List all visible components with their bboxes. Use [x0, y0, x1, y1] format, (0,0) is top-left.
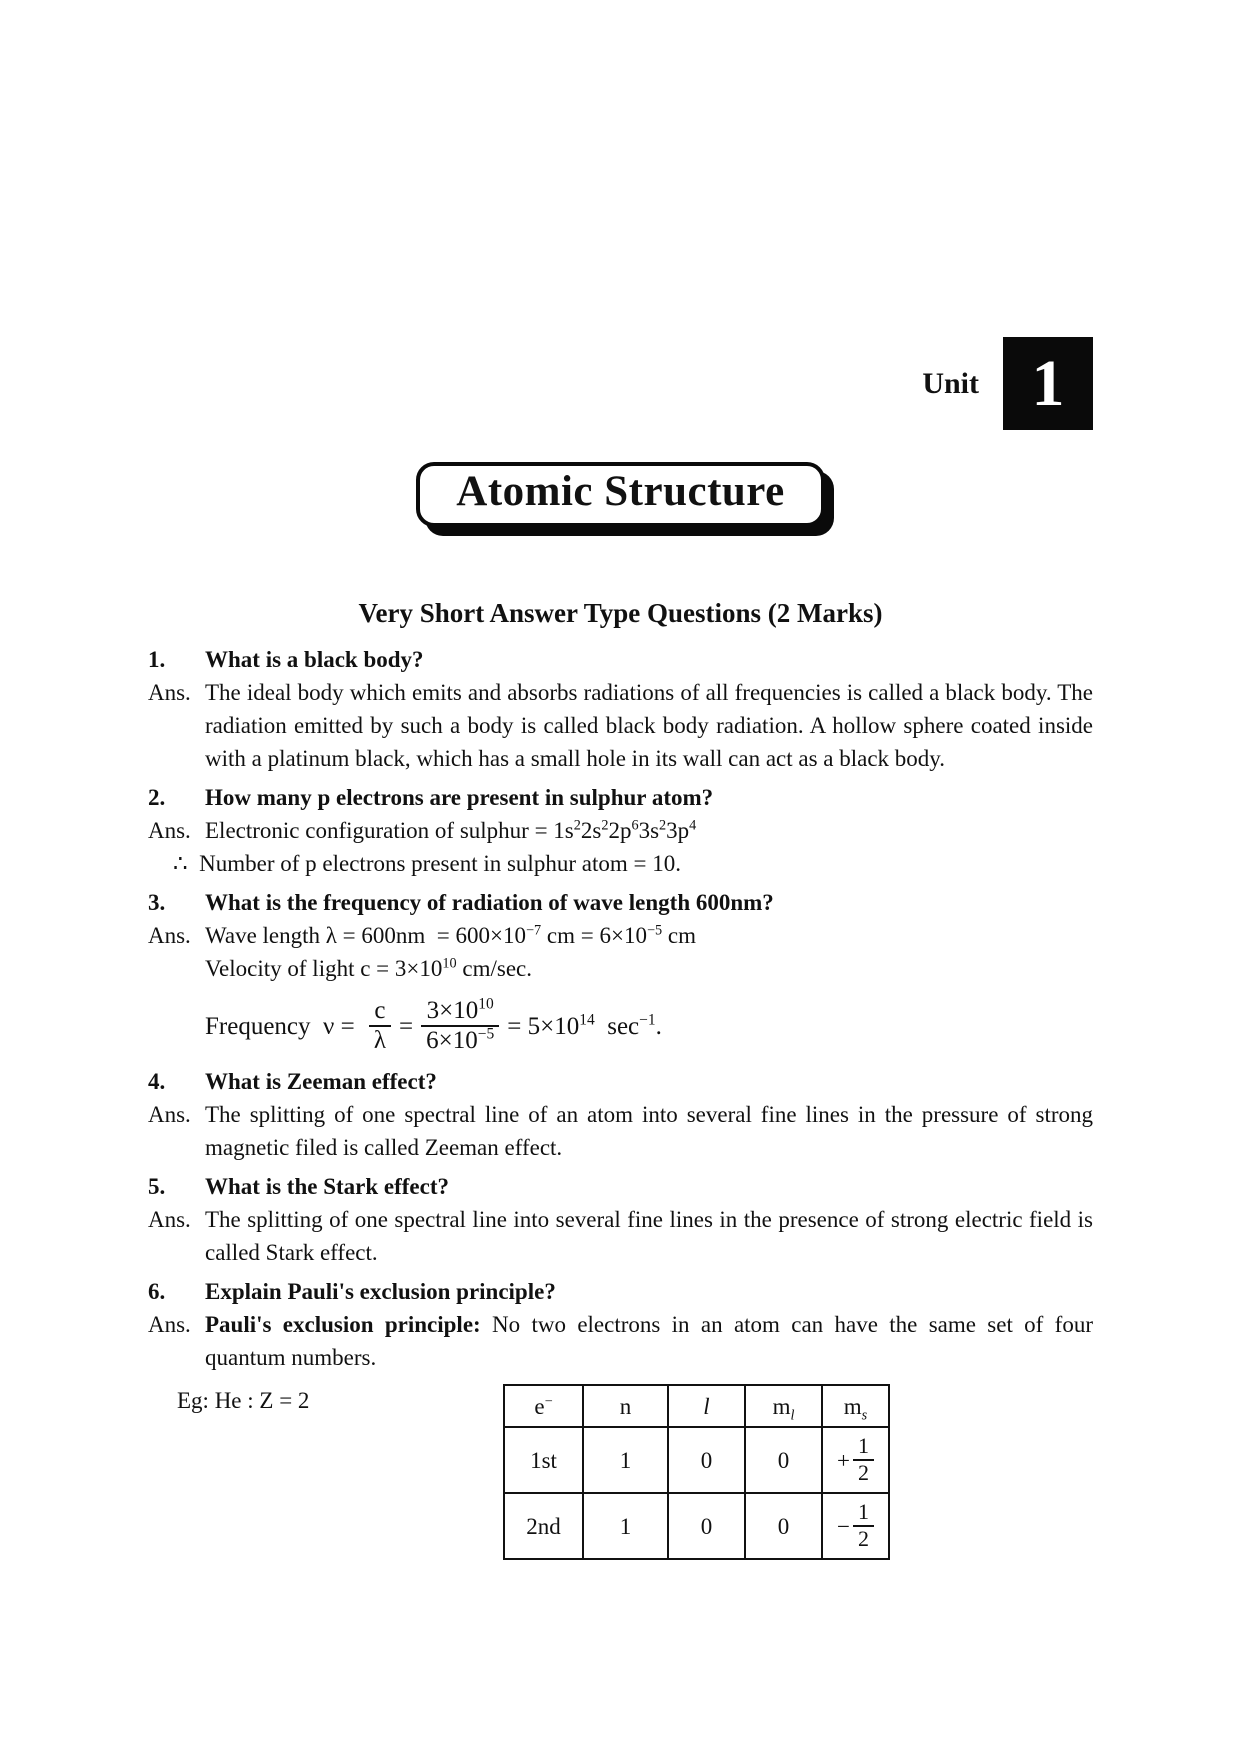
- unit-label: Unit: [922, 366, 979, 400]
- ms-fraction: $\frac{1}{2}$: [853, 1500, 874, 1551]
- example-text: Eg: He : Z = 2: [177, 1388, 310, 1413]
- answer-6-text: Pauli's exclusion principle: No two electrons in an atom can have the same set of four quantum numbers.: [205, 1312, 1093, 1370]
- answer-5-label: Ans.: [148, 1207, 191, 1232]
- answer-6: [148, 1308, 1093, 1374]
- quantum-numbers-table: [503, 1384, 890, 1560]
- example-body: [177, 1384, 1093, 1560]
- answer-1: [148, 676, 1093, 775]
- answer-4-text: The splitting of one spectral line of an atom into several fine lines in the pressure of strong magnetic filed is called Zeeman effect.: [205, 1102, 1093, 1160]
- unit-number: 1: [1031, 346, 1065, 420]
- unit-number-box: [1003, 337, 1093, 430]
- answer-2-conclusion: ∴ Number of p electrons present in sulphur atom = 10.: [173, 851, 681, 876]
- cell-n: 1: [583, 1493, 668, 1559]
- formula-lead: Frequency ν =: [205, 1012, 361, 1040]
- cell-ms: [822, 1493, 889, 1559]
- cell-l: 0: [668, 1493, 745, 1559]
- question-5-number: 5.: [148, 1174, 166, 1199]
- answer-6-label: Ans.: [148, 1312, 191, 1337]
- question-5-text: What is the Stark effect?: [205, 1174, 450, 1199]
- question-3-number: 3.: [148, 890, 166, 915]
- question-1-number: 1.: [148, 647, 166, 672]
- frequency-formula-row: [148, 997, 1093, 1055]
- cell-ml: 0: [745, 1427, 822, 1493]
- ms-sign: −: [837, 1513, 850, 1539]
- fraction-denominator: λ: [369, 1025, 391, 1055]
- answer-3-label: Ans.: [148, 923, 191, 948]
- answer-5: [148, 1203, 1093, 1269]
- example-row: [148, 1384, 1093, 1560]
- table-row: [504, 1427, 889, 1493]
- answer-4-label: Ans.: [148, 1102, 191, 1127]
- wavelength-line: Wave length $\lambda = 600nm = 600\times 10^{-7}$ cm = $6\times 10^{-5}$ cm: [205, 922, 696, 948]
- question-4: [148, 1065, 1093, 1098]
- answer-3-body: [205, 919, 1093, 985]
- question-1: [148, 643, 1093, 676]
- cell-ms: [822, 1427, 889, 1493]
- question-4-text: What is Zeeman effect?: [205, 1069, 437, 1094]
- cell-electron: 1st: [504, 1427, 583, 1493]
- formula-equals: =: [399, 1012, 414, 1040]
- answer-2: [148, 814, 1093, 880]
- table-header-row: [504, 1385, 889, 1427]
- answer-1-label: Ans.: [148, 680, 191, 705]
- question-4-number: 4.: [148, 1069, 166, 1094]
- fraction-denominator: $6\times 10^{-5}$: [421, 1025, 499, 1055]
- fraction-numeric: [421, 997, 499, 1055]
- question-6-text: Explain Pauli's exclusion principle?: [205, 1279, 556, 1304]
- fraction-numerator: c: [374, 997, 386, 1024]
- fraction-c-over-lambda: [369, 997, 391, 1055]
- chapter-title: Atomic Structure: [456, 468, 785, 515]
- question-3-text: What is the frequency of radiation of wave length 600nm?: [205, 890, 774, 915]
- question-3: [148, 886, 1093, 919]
- header-l: l: [668, 1385, 745, 1427]
- page-body: [148, 597, 1093, 1560]
- section-heading: Very Short Answer Type Questions (2 Marks): [358, 598, 883, 628]
- answer-3: [148, 919, 1093, 985]
- header-electron: e−: [504, 1385, 583, 1427]
- question-5: [148, 1170, 1093, 1203]
- table-row: [504, 1493, 889, 1559]
- unit-badge: [922, 337, 1093, 430]
- question-1-text: What is a black body?: [205, 647, 424, 672]
- cell-n: 1: [583, 1427, 668, 1493]
- answer-4: [148, 1098, 1093, 1164]
- answer-1-text: The ideal body which emits and absorbs radiations of all frequencies is called a black body. The radiation emitted by such a body is called black body radiation. A hollow sphere coated inside with a platinum black, which has a small hole in its wall can act as a black body.: [205, 680, 1093, 771]
- ms-fraction: $\frac{1}{2}$: [853, 1434, 874, 1485]
- header-n: n: [583, 1385, 668, 1427]
- question-2-number: 2.: [148, 785, 166, 810]
- answer-5-text: The splitting of one spectral line into several fine lines in the presence of strong electric field is called Stark effect.: [205, 1207, 1093, 1265]
- cell-ml: 0: [745, 1493, 822, 1559]
- chapter-title-row: [0, 462, 1241, 527]
- cell-electron: 2nd: [504, 1493, 583, 1559]
- answer-2-body: [173, 814, 1093, 880]
- header-ml: $m_l$: [745, 1385, 822, 1427]
- frequency-formula: [205, 997, 1093, 1055]
- answer-2-label: Ans.: [148, 818, 191, 843]
- chapter-title-box: [416, 462, 824, 527]
- formula-result: = $5\times 10^{14}$ $\sec^{-1}$.: [507, 1011, 662, 1040]
- header-ms: $m_s$: [822, 1385, 889, 1427]
- velocity-line: Velocity of light $c = 3\times 10^{10}$ cm/sec.: [205, 955, 532, 981]
- fraction-numerator: $3\times 10^{10}$: [426, 995, 494, 1024]
- question-6-number: 6.: [148, 1279, 166, 1304]
- question-2: [148, 781, 1093, 814]
- question-6: [148, 1275, 1093, 1308]
- electron-configuration-line: Electronic configuration of sulphur = $1s^22s^22p^63s^23p^4$: [205, 817, 697, 843]
- cell-l: 0: [668, 1427, 745, 1493]
- question-2-text: How many p electrons are present in sulphur atom?: [205, 785, 714, 810]
- ms-sign: +: [837, 1447, 850, 1473]
